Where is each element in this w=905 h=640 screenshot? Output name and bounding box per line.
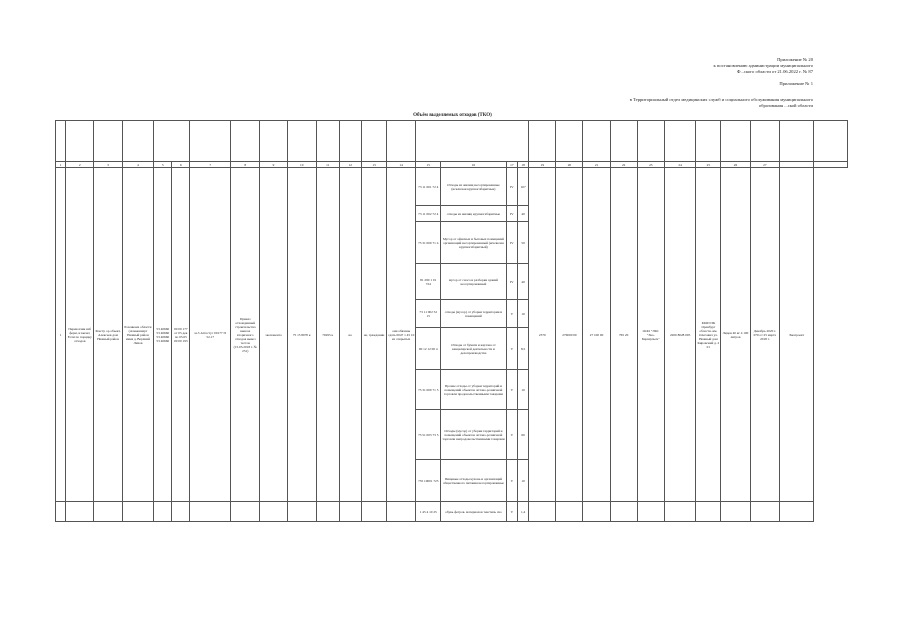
header-cell <box>610 121 637 162</box>
cell-c5: 53 40660 53 40660 53 40660 53 40660 <box>154 168 172 502</box>
col-num <box>813 162 847 168</box>
cell-c3: Реестр ор объект, Алексеев дом Нежный район <box>94 168 122 502</box>
waste-quantity: 50 <box>517 222 528 264</box>
cell-c23: 276000 00 <box>556 168 583 502</box>
waste-name: Мусор от офисных и бытовых помещений организаций несортированный (исключая крупногабаритный) <box>441 222 507 264</box>
table-row <box>56 168 848 206</box>
hazard-class: V <box>506 410 517 460</box>
cell-c27: 2200 8028 005 <box>664 168 696 502</box>
header-cell <box>696 121 721 162</box>
header-cell <box>287 121 316 162</box>
waste-code: 73 31 000 71 4 <box>416 222 441 264</box>
last-cls: V <box>506 502 517 522</box>
hazard-class: IV <box>506 222 517 264</box>
recipient-header <box>630 97 813 109</box>
waste-code: 73 11 001 72 4 <box>416 168 441 206</box>
cell-c10: 75 15 8070 к <box>287 168 316 502</box>
empty-cell <box>287 502 316 522</box>
cell-c12: но <box>339 168 362 502</box>
header-cell <box>362 121 387 162</box>
appendix-header <box>714 57 814 76</box>
waste-code: 73 31 000 71 5 <box>416 370 441 410</box>
empty-cell <box>529 502 556 522</box>
col-num: 8 <box>231 162 260 168</box>
col-num: 11 <box>316 162 339 168</box>
empty-cell <box>260 502 287 522</box>
waste-name: Прочие отходы от уборки территорий и помещений объектов оптово-розничной торговли продовольственными товарами <box>441 370 507 410</box>
cell-c2: Перевозчик наб ферм, и вычет, Если по порядку отходов <box>66 168 94 502</box>
hazard-class: IV <box>506 264 517 300</box>
waste-code: 81 290 1 01 724 <box>416 264 441 300</box>
cell-c8: Приказ отхожденный строительства вывоза вторичного отходов вывоз тестов (15.03.2018 г. № 251) <box>231 168 260 502</box>
col-num: 27 <box>750 162 779 168</box>
empty-cell <box>316 502 339 522</box>
waste-name: Отходы (мусор) от уборки территорий и помещений объектов оптово-розничной торговли непродовольственными товарами <box>441 410 507 460</box>
empty-cell <box>664 502 696 522</box>
col-num: 26 <box>721 162 750 168</box>
cell-c22: 2370 <box>529 168 556 502</box>
header-cell <box>122 121 154 162</box>
cell-c13: на, гражданин <box>362 168 387 502</box>
last-code: 1 45 4 10 25 <box>416 502 441 522</box>
last-name: обувь фетров. материалов текстиль сво <box>441 502 507 522</box>
cell-c4: Розенкома области (Альменнарт Нежный район имея д. Верхний Лихов <box>122 168 154 502</box>
table-title: Объём выделяемых отходов (ТКО) <box>413 113 492 118</box>
col-num: 4 <box>122 162 154 168</box>
waste-quantity: 40 <box>517 264 528 300</box>
empty-cell <box>66 502 94 522</box>
header-cell <box>94 121 122 162</box>
header-cell <box>231 121 260 162</box>
appendix-2-line: Приложение № 1 <box>779 81 813 86</box>
empty-cell <box>780 502 814 522</box>
header-cell <box>664 121 696 162</box>
cell-c31: Экопроект <box>780 168 814 502</box>
cell-c14: они обязаны сдать 0047 1 45 10 из открытых <box>386 168 415 502</box>
header-cell <box>154 121 190 162</box>
waste-code: 735 10001 725 <box>416 460 441 502</box>
cell-c11: 70295 к <box>316 168 339 502</box>
cell-c24: 27 100 00 <box>583 168 610 502</box>
recipient-line-1: в Территориальный отдел медицинских служб и социального обслуживания муниципального <box>629 97 813 102</box>
empty-cell <box>696 502 721 522</box>
empty-cell <box>154 502 172 522</box>
appendix-line-1: Приложение № 20 <box>777 57 813 62</box>
header-cell <box>556 121 583 162</box>
col-num: 2 <box>66 162 94 168</box>
waste-code: 00 12 12 00 4 <box>416 328 441 370</box>
cell-c9: экопонента <box>260 168 287 502</box>
cell-c25: 765 20 <box>610 168 637 502</box>
col-num: 1 <box>56 162 66 168</box>
table-row <box>56 502 848 522</box>
waste-quantity: 107 <box>517 168 528 206</box>
col-num: 16 <box>441 162 507 168</box>
hazard-class: V <box>506 328 517 370</box>
empty-cell <box>721 502 750 522</box>
waste-code: 73 51 003 73 5 <box>416 410 441 460</box>
waste-quantity: 10 <box>517 370 528 410</box>
empty-cell <box>122 502 154 522</box>
header-cell <box>316 121 339 162</box>
appendix-line-2: к постановлению администрации муниципального <box>713 63 813 69</box>
col-num: 22 <box>610 162 637 168</box>
col-num: 6 <box>172 162 190 168</box>
empty-cell <box>750 502 779 522</box>
cell-num: 1 <box>56 168 66 502</box>
waste-name: отходы (мусор) от уборки территории и помещений <box>441 300 507 328</box>
hazard-class: V <box>506 460 517 502</box>
header-cell <box>260 121 287 162</box>
empty-cell <box>362 502 387 522</box>
waste-name: Отходы из жилищ несортированные (исключая крупногабаритные) <box>441 168 507 206</box>
col-num: 10 <box>287 162 316 168</box>
waste-name: Пищевые отходы кухонь и организаций общественного питания несортированные <box>441 460 507 502</box>
header-cell <box>637 121 664 162</box>
cell-c7: м-3 Аттестус 00177 П 52.17 <box>190 168 231 502</box>
waste-body <box>56 168 848 522</box>
hazard-class: V <box>506 370 517 410</box>
col-num: 21 <box>583 162 610 168</box>
col-num: 5 <box>154 162 172 168</box>
header-cell <box>386 121 415 162</box>
hazard-class: IV <box>506 168 517 206</box>
waste-table <box>55 120 848 522</box>
col-num: 17 <box>506 162 517 168</box>
col-num: 18 <box>517 162 528 168</box>
col-num: 20 <box>556 162 583 168</box>
header-cell <box>813 121 847 162</box>
col-num: 12 <box>339 162 362 168</box>
waste-code: 73 11 002 72 4 <box>416 206 441 222</box>
waste-name: отходы из жилищ крупногабаритные <box>441 206 507 222</box>
header-cell <box>339 121 362 162</box>
empty-cell <box>172 502 190 522</box>
col-num: 13 <box>362 162 387 168</box>
empty-cell <box>339 502 362 522</box>
col-num: 15 <box>416 162 441 168</box>
empty-cell <box>231 502 260 522</box>
waste-name: мусор от сноса и разборки зданий несортированный <box>441 264 507 300</box>
waste-quantity: 40 <box>517 206 528 222</box>
waste-name: Отходы от бумаги и картона от канцелярской деятельности и делопроизводства <box>441 328 507 370</box>
waste-quantity: 8,5 <box>517 328 528 370</box>
empty-cell <box>610 502 637 522</box>
header-cell <box>190 121 231 162</box>
waste-quantity: 10 <box>517 460 528 502</box>
col-num: 7 <box>190 162 231 168</box>
empty-cell <box>556 502 583 522</box>
waste-quantity: 10 <box>517 300 528 328</box>
col-num: 3 <box>94 162 122 168</box>
header-cell <box>750 121 779 162</box>
header-cell <box>780 121 814 162</box>
col-num: 24 <box>664 162 696 168</box>
col-num: 14 <box>386 162 415 168</box>
appendix-line-3: Ф...ского области от 21.06.2022 г. № 87 <box>736 69 813 75</box>
header-cell <box>583 121 610 162</box>
empty-cell <box>56 502 66 522</box>
empty-cell <box>94 502 122 522</box>
hazard-class: IV <box>506 206 517 222</box>
waste-quantity: 60 <box>517 410 528 460</box>
header-cell <box>721 121 750 162</box>
header-cell <box>416 121 529 162</box>
col-num: 9 <box>260 162 287 168</box>
header-cell <box>529 121 556 162</box>
hazard-class: V <box>506 300 517 328</box>
header-row <box>56 121 848 162</box>
waste-code: 73 11 002 52 15 <box>416 300 441 328</box>
cell-c6: 00 00 177 от 05 дек по 05.05 00 00 193 <box>172 168 190 502</box>
col-num: 23 <box>637 162 664 168</box>
empty-cell <box>637 502 664 522</box>
cell-c30: Декабрь 2020 г. 070 от 25 марта 2018 г. <box>750 168 779 502</box>
recipient-line-2: образования ...ской области <box>758 103 813 109</box>
header-cell <box>66 121 94 162</box>
last-qty: 1,4 <box>517 502 528 522</box>
cell-c28: МОП ПК Оренбург областн. им. Олегович ул. Нежный дом Кировский д. 2 01 <box>696 168 721 502</box>
empty-cell <box>386 502 415 522</box>
empty-cell <box>583 502 610 522</box>
appendix-2-header <box>779 81 813 87</box>
col-num: 25 <box>696 162 721 168</box>
header-cell <box>56 121 66 162</box>
col-num: 19 <box>529 162 556 168</box>
cell-c29: Лиден 40 кг 4 100 литров <box>721 168 750 502</box>
empty-cell <box>190 502 231 522</box>
cell-c26: ООО "ЭКС "Эко-Барнаульск" <box>637 168 664 502</box>
